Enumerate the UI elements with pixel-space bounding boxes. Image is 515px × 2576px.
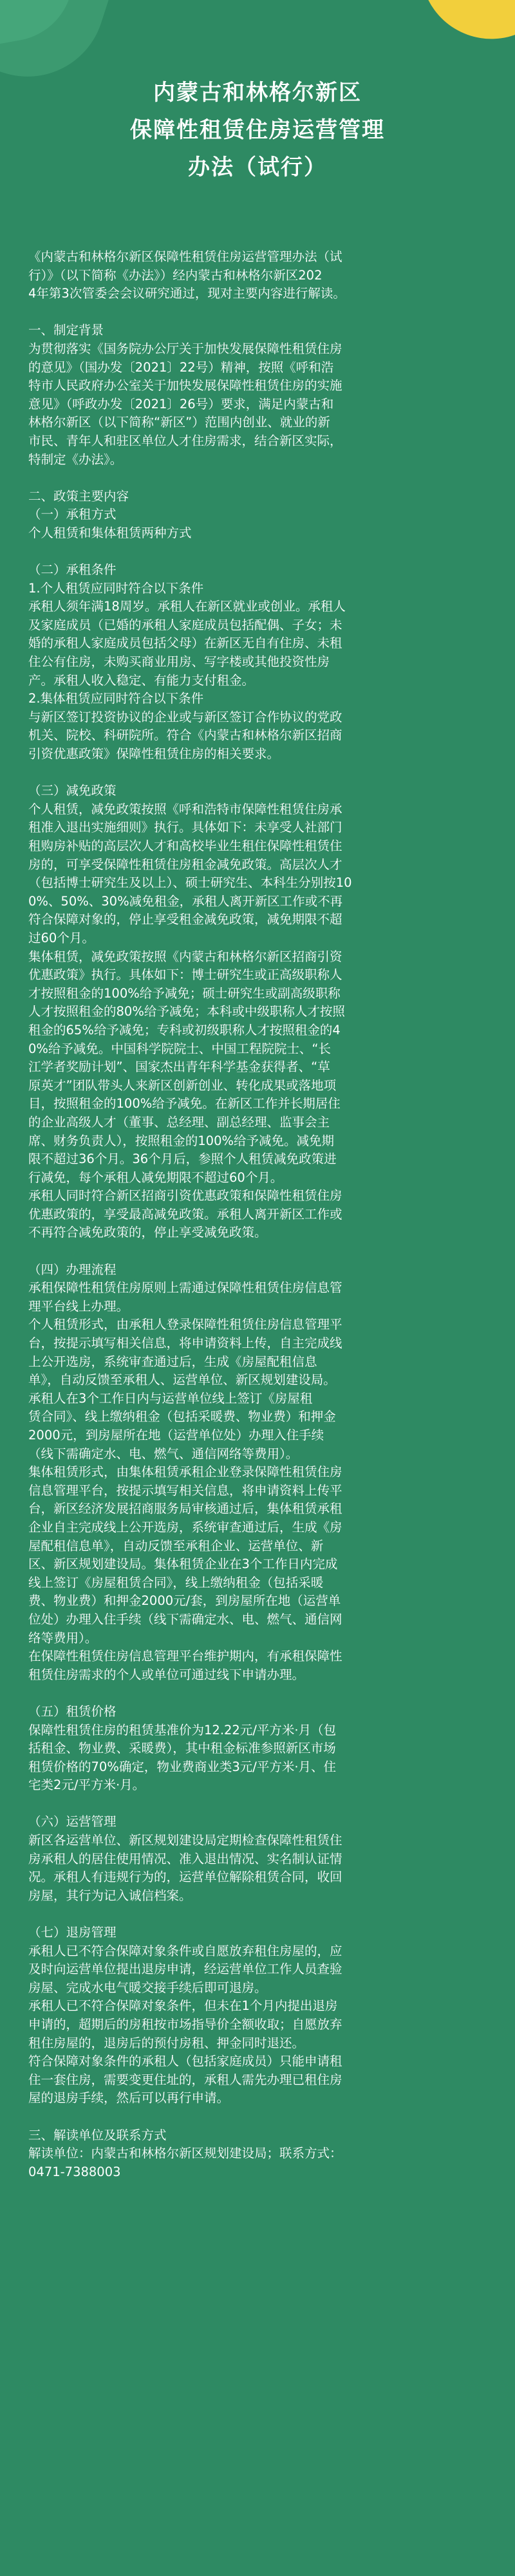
body-line: （包括博士研究生及以上）、硕士研究生、本科生分别按10 xyxy=(28,875,352,891)
body-line: 席、财务负责人），按照租金的100%给予减免。减免期 xyxy=(28,1133,334,1148)
body-line: 不再符合减免政策的，停止享受减免政策。 xyxy=(28,1225,267,1240)
body-line: 江学者奖励计划”、国家杰出青年科学基金获得者、“草 xyxy=(28,1059,330,1075)
body-line: 才按照租金的100%给予减免；硕士研究生或副高级职称 xyxy=(28,985,341,1001)
body-line: （一）承租方式 xyxy=(28,507,117,522)
body-line: （六）运营管理 xyxy=(28,1814,117,1830)
body-line: 承租人须年满18周岁。承租人在新区就业或创业。承租人 xyxy=(28,599,346,614)
body-line: 租购房补贴的高层次人才和高校毕业生租住保障性租赁住 xyxy=(28,838,342,853)
body-line: 集体租赁形式，由集体租赁承租企业登录保障性租赁住房 xyxy=(28,1464,342,1480)
body-line: 理平台线上办理。 xyxy=(28,1298,129,1314)
subsection-5 xyxy=(28,1703,487,1795)
body-line: 租金的65%给予减免；专科或初级职称人才按照租金的4 xyxy=(28,1022,341,1037)
body-line: 承租人同时符合新区招商引资优惠政策和保障性租赁住房 xyxy=(28,1188,342,1204)
body-line: 目，按照租金的100%给予减免。在新区工作并长期居住 xyxy=(28,1096,341,1112)
body-line: 林格尔新区（以下简称“新区”）范围内创业、就业的新 xyxy=(28,415,330,430)
body-line: 赁合同》、线上缴纳租金（包括采暖费、物业费）和押金 xyxy=(28,1409,336,1425)
body-line: 承租人已不符合保障对象条件，但未在1个月内提出退房 xyxy=(28,1998,338,2014)
body-line: 符合保障对象条件的承租人（包括家庭成员）只能申请租 xyxy=(28,2054,342,2069)
subsection-3 xyxy=(28,782,487,1242)
body-line: （三）减免政策 xyxy=(28,783,117,799)
body-line: 租赁价格的70%确定，物业费商业类3元/平方米·月、住 xyxy=(28,1759,337,1774)
section-heading: 三、解读单位及联系方式 xyxy=(28,2127,167,2143)
body-line: 引资优惠政策》保障性租赁住房的相关要求。 xyxy=(28,746,280,762)
body-line: 优惠政策的，享受最高减免政策。承租人离开新区工作或 xyxy=(28,1206,342,1222)
body-line: 承租人已不符合保障对象条件或自愿放弃租住房屋的，应 xyxy=(28,1943,342,1958)
body-line: 房屋、完成水电气暖交接手续后即可退房。 xyxy=(28,1980,267,1995)
title-line: 保障性租赁住房运营管理 xyxy=(130,117,385,143)
body-line: 过60个月。 xyxy=(28,930,95,945)
body-line: 信息管理平台，按提示填写相关信息，将申请资料上传平 xyxy=(28,1482,342,1498)
body-line: 企业自主完成线上公开选房，系统审查通过后，生成《房 xyxy=(28,1519,342,1535)
title-line: 内蒙古和林格尔新区 xyxy=(153,80,362,106)
body-line: 台，新区经济发展招商服务局审核通过后，集体租赁承租 xyxy=(28,1501,342,1517)
body-line: 台，按提示填写相关信息，将申请资料上传，自主完成线 xyxy=(28,1336,342,1351)
body-line: 房承租人的居住使用情况、准入退出情况、实名制认证情 xyxy=(28,1851,342,1866)
body-line: 宅类2元/平方米·月。 xyxy=(28,1777,145,1793)
body-line: 市民、青年人和驻区单位人才住房需求，结合新区实际， xyxy=(28,433,342,448)
body-line: 租赁住房需求的个人或单位可通过线下申请办理。 xyxy=(28,1667,305,1682)
body-line: 屋配租信息单》，自动反馈至承租企业、运营单位、新 xyxy=(28,1538,324,1553)
body-line: 个人租赁，减免政策按照《呼和浩特市保障性租赁住房承 xyxy=(28,801,342,817)
body-line: 位处）办理入住手续（线下需确定水、电、燃气、通信网 xyxy=(28,1611,342,1627)
page-title xyxy=(0,74,515,186)
body-line: 集体租赁，减免政策按照《内蒙古和林格尔新区招商引资 xyxy=(28,949,342,964)
body-line: 及家庭成员（已婚的承租人家庭成员包括配偶、子女；未 xyxy=(28,617,342,632)
body-line: 为贯彻落实《国务院办公厅关于加快发展保障性租赁住房 xyxy=(28,341,342,356)
subsection-2 xyxy=(28,561,487,764)
body-line: 特制定《办法》。 xyxy=(28,451,123,467)
body-line: 原英才”团队带头人来新区创新创业、转化成果或落地项 xyxy=(28,1077,337,1093)
intro-line: 《内蒙古和林格尔新区保障性租赁住房运营管理办法（试 xyxy=(28,249,342,264)
body-line: 机关、院校、科研院所。符合《内蒙古和林格尔新区招商 xyxy=(28,728,342,743)
contact-line: 解读单位：内蒙古和林格尔新区规划建设局；联系方式： xyxy=(28,2146,342,2161)
body-line: 1.个人租赁应同时符合以下条件 xyxy=(28,580,204,596)
body-line: 租准入退出实施细则》执行。具体如下：未享受人社部门 xyxy=(28,820,342,835)
body-line: 括租金、物业费、采暖费），其中租金标准参照新区市场 xyxy=(28,1741,336,1756)
body-line: 区、新区规划建设局。集体租赁企业在3个工作日内完成 xyxy=(28,1557,338,1572)
body-line: 住公有住房，未购买商业用房、写字楼或其他投资性房 xyxy=(28,654,330,670)
body-line: 及时向运营单位提出退房申请，经运营单位工作人员查验 xyxy=(28,1962,342,1977)
body-line: 0%给予减免。中国科学院院士、中国工程院院士、“长 xyxy=(28,1041,332,1056)
body-line: 络等费用）。 xyxy=(28,1630,98,1645)
body-line: 2000元，到房屋所在地（运营单位处）办理入住手续 xyxy=(28,1428,324,1443)
body-line: 人才按照租金的80%给予减免；本科或中级职称人才按照 xyxy=(28,1004,345,1019)
body-line: （四）办理流程 xyxy=(28,1262,117,1277)
body-line: 个人租赁形式，由承租人登录保障性租赁住房信息管理平 xyxy=(28,1317,342,1332)
body-line: （七）退房管理 xyxy=(28,1925,117,1940)
body-line: 屋的退房手续，然后可以再行申请。 xyxy=(28,2090,230,2106)
body-line: 承租保障性租赁住房原则上需通过保障性租赁住房信息管 xyxy=(28,1280,342,1296)
article-body xyxy=(28,248,487,2200)
body-line: 况。承租人有违规行为的，运营单位解除租赁合同，收回 xyxy=(28,1870,342,1885)
section-heading: 二、政策主要内容 xyxy=(28,488,129,504)
body-line: 房的，可享受保障性租赁住房租金减免政策。高层次人才 xyxy=(28,857,342,872)
title-line: 办法（试行） xyxy=(188,155,327,180)
body-line: 新区各运营单位、新区规划建设局定期检查保障性租赁住 xyxy=(28,1833,342,1848)
body-line: 婚的承租人家庭成员包括父母）在新区无自有住房、未租 xyxy=(28,636,342,651)
subsection-1 xyxy=(28,506,487,542)
intro-line: 4年第3次管委会会议研究通过，现对主要内容进行解读。 xyxy=(28,286,346,301)
body-line: 申请的，超期后的房租按市场指导价全额收取；自愿放弃 xyxy=(28,2017,342,2032)
body-line: 房屋，其行为记入诚信档案。 xyxy=(28,1888,192,1903)
body-line: （线下需确定水、电、燃气、通信网络等费用）。 xyxy=(28,1446,299,1461)
body-line: 租住房屋的，退房后的预付房租、押金同时退还。 xyxy=(28,2035,305,2050)
body-line: 优惠政策》执行。具体如下：博士研究生或正高级职称人 xyxy=(28,967,342,983)
intro-paragraph xyxy=(28,248,487,303)
body-line: 线上签订《房屋租赁合同》，线上缴纳租金（包括采暖 xyxy=(28,1575,324,1590)
body-line: 与新区签订投资协议的企业或与新区签订合作协议的党政 xyxy=(28,709,342,724)
body-line: 上公开选房，系统审查通过后，生成《房屋配租信息 xyxy=(28,1354,317,1369)
body-line: 住一套住房，需要变更住址的，承租人需先办理已租住房 xyxy=(28,2072,342,2087)
body-line: 单》，自动反馈至承租人、运营单位、新区规划建设局。 xyxy=(28,1372,336,1388)
body-line: 个人租赁和集体租赁两种方式 xyxy=(28,525,192,540)
body-line: （五）租赁价格 xyxy=(28,1703,117,1719)
body-line: 的意见》（国办发〔2021〕22号）精神，按照《呼和浩 xyxy=(28,359,334,375)
body-line: 意见》（呼政办发〔2021〕26号）要求，满足内蒙古和 xyxy=(28,396,334,412)
body-line: 的企业高级人才（董事、总经理、副总经理、监事会主 xyxy=(28,1114,330,1130)
subsection-7 xyxy=(28,1924,487,2108)
section-heading: 一、制定背景 xyxy=(28,323,104,338)
body-line: （二）承租条件 xyxy=(28,562,117,578)
body-line: 产。承租人收入稳定、有能力支付租金。 xyxy=(28,672,255,688)
body-line: 限不超过36个月。36个月后，参照个人租赁减免政策进 xyxy=(28,1151,337,1167)
body-line: 行减免，每个承租人减免期限不超过60个月。 xyxy=(28,1170,283,1185)
contact-line: 0471-7388003 xyxy=(28,2164,121,2179)
intro-line: 行）》（以下简称《办法》）经内蒙古和林格尔新区202 xyxy=(28,267,323,283)
body-line: 符合保障对象的，停止享受租金减免政策，减免期限不超 xyxy=(28,912,342,927)
body-line: 在保障性租赁住房信息管理平台维护期内，有承租保障性 xyxy=(28,1649,342,1664)
body-line: 0%、50%、30%减免租金，承租人离开新区工作或不再 xyxy=(28,893,343,909)
section-contact xyxy=(28,2126,487,2182)
body-line: 费、物业费）和押金2000元/套，到房屋所在地（运营单 xyxy=(28,1593,341,1609)
body-line: 特市人民政府办公室关于加快发展保障性租赁住房的实施 xyxy=(28,378,342,393)
subsection-4 xyxy=(28,1261,487,1685)
body-line: 保障性租赁住房的租赁基准价为12.22元/平方米·月（包 xyxy=(28,1722,337,1738)
body-line: 2.集体租赁应同时符合以下条件 xyxy=(28,691,204,706)
subsection-6 xyxy=(28,1813,487,1905)
section-policy-content xyxy=(28,488,487,2108)
body-line: 承租人在3个工作日内与运营单位线上签订《房屋租 xyxy=(28,1390,313,1406)
decorative-leaf-top-right-yellow xyxy=(427,0,515,62)
section-background xyxy=(28,321,487,469)
